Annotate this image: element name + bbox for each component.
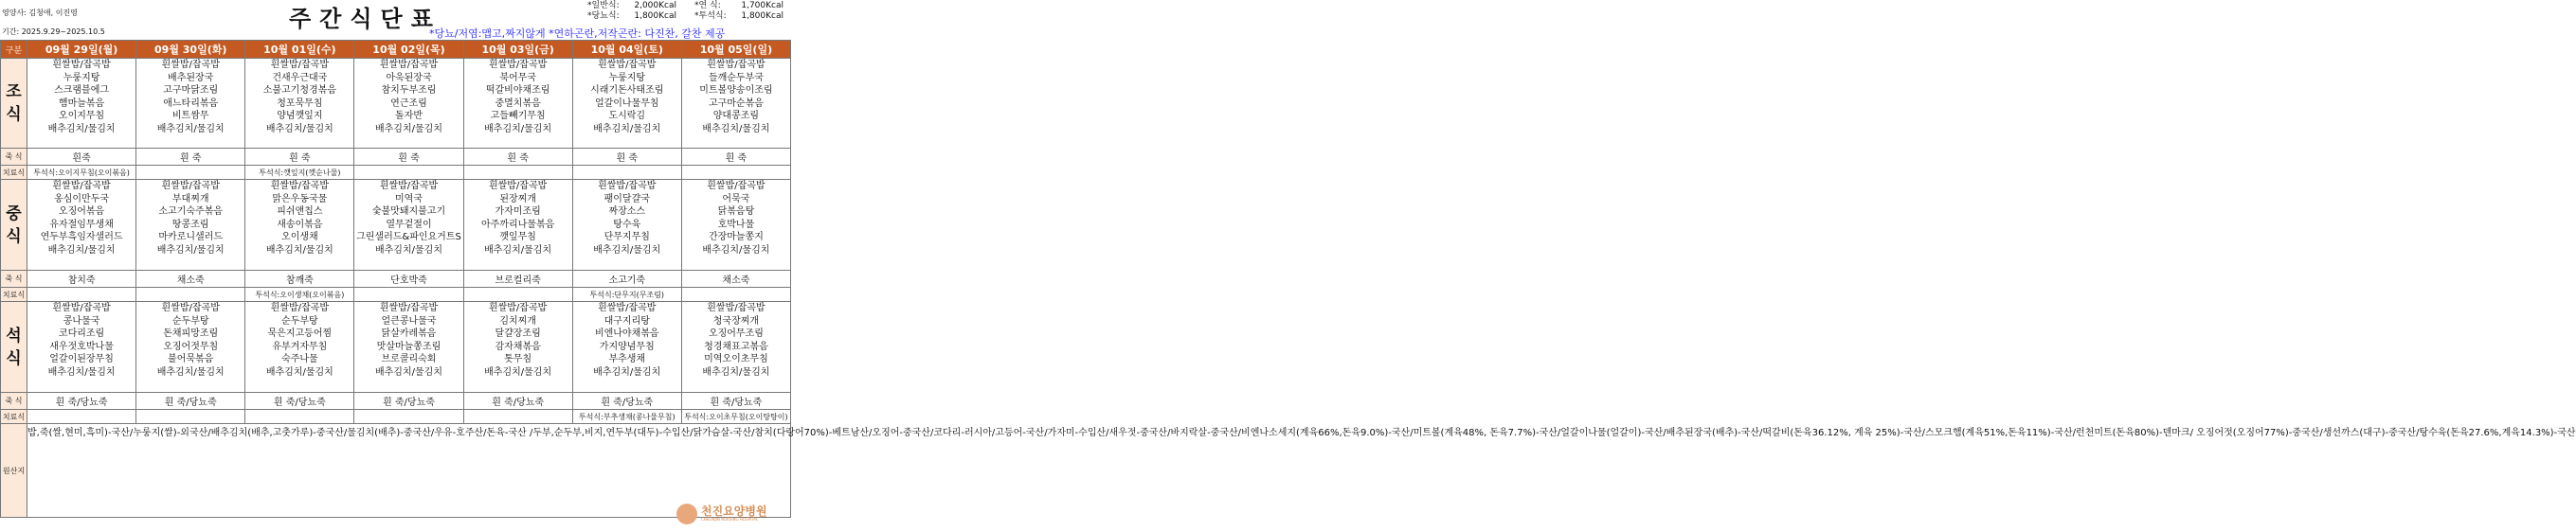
therapy-cell	[136, 288, 245, 302]
porridge-cell: 흰 죽	[572, 149, 681, 166]
menu-item: 햄마늘볶음	[58, 98, 105, 109]
porridge-cell: 흰 죽/당뇨죽	[27, 393, 136, 410]
therapy-label: 치료식	[1, 410, 27, 424]
kcal-value: 1,800Kcal	[741, 11, 784, 21]
therapy-cell	[245, 410, 354, 424]
menu-item: 흰쌀밥/잡곡밥	[707, 181, 766, 191]
porridge-cell: 흰 죽	[463, 149, 572, 166]
porridge-cell: 흰 죽/당뇨죽	[572, 393, 681, 410]
menu-item: 브로콜리숙회	[381, 354, 437, 364]
menu-item: 배추김치/물김치	[593, 244, 661, 256]
porridge-cell: 흰 죽	[245, 149, 354, 166]
menu-item: 고구마순볶음	[708, 98, 764, 109]
menu-item: 배추김치/물김치	[374, 366, 442, 378]
menu-item: 들깨순두부국	[708, 72, 764, 83]
menu-item: 배추된장국	[168, 72, 214, 83]
menu-item: 순두부탕	[281, 315, 318, 327]
menu-item: 숙주나물	[281, 354, 318, 364]
menu-item: 마카로니샐러드	[158, 232, 224, 242]
menu-item: 비엔나야채볶음	[594, 328, 659, 339]
menu-item: 배추김치/물김치	[484, 123, 552, 134]
menu-item: 땅콩조림	[171, 219, 209, 230]
day-header: 10월 03일(금)	[463, 41, 572, 59]
therapy-cell	[681, 166, 790, 180]
porridge-cell: 채소죽	[681, 271, 790, 288]
menu-item: 참치두부조림	[381, 85, 437, 96]
menu-item: 불어묵볶음	[168, 354, 214, 364]
menu-item: 간장마늘쫑지	[708, 232, 764, 242]
therapy-cell	[136, 410, 245, 424]
menu-item: 배추김치/물김치	[702, 244, 770, 256]
menu-item: 된장찌개	[499, 193, 536, 204]
menu-item: 청국장찌개	[712, 315, 760, 327]
menu-cell	[27, 59, 136, 149]
menu-item: 돈채피망조림	[163, 328, 219, 339]
menu-item: 열무겉절이	[386, 219, 432, 230]
menu-item: 시래기돈사태조림	[590, 85, 664, 96]
menu-item: 대구지리탕	[603, 315, 650, 327]
therapy-cell: 투석식:오이생채(오이볶음)	[245, 288, 354, 302]
period: 기간: 2025.9.29~2025.10.5	[2, 27, 105, 36]
kcal-left	[587, 1, 676, 22]
porridge-cell: 참치죽	[27, 271, 136, 288]
menu-item: 흰쌀밥/잡곡밥	[161, 60, 220, 70]
menu-item: 누룽지탕	[608, 72, 646, 83]
menu-item: 스크램블에그	[54, 85, 110, 96]
menu-item: 달걀장조림	[495, 328, 541, 339]
menu-item: 배추김치/물김치	[156, 123, 225, 134]
menu-item: 미역오이초무침	[704, 354, 768, 364]
menu-item: 흰쌀밥/잡곡밥	[488, 60, 548, 70]
menu-item: 순두부탕	[171, 315, 209, 327]
menu-cell	[136, 180, 245, 271]
menu-item: 연두부흑임자샐러드	[40, 232, 123, 242]
logo-name: 천진요양병원	[701, 505, 767, 518]
menu-item: 김치찌개	[499, 315, 536, 327]
therapy-cell: 투석식:깻잎지(깻순나물)	[245, 166, 354, 180]
menu-item: 배추김치/물김치	[47, 123, 116, 134]
menu-item: 코다리조림	[58, 328, 105, 339]
menu-item: 오징어볶음	[58, 206, 105, 217]
menu-item: 배추김치/물김치	[374, 123, 442, 134]
therapy-cell	[354, 166, 463, 180]
kcal-value: 2,000Kcal	[634, 1, 676, 10]
menu-cell	[245, 59, 354, 149]
menu-cell	[463, 59, 572, 149]
therapy-label: 치료식	[1, 288, 27, 302]
menu-item: 흰쌀밥/잡곡밥	[379, 303, 439, 313]
menu-cell	[136, 302, 245, 393]
diet-notes: *당뇨/저염:맵고,짜지않게 *연하곤란,저작곤란: 다진찬, 갈찬 제공	[429, 27, 726, 40]
day-header: 09월 29일(월)	[27, 41, 136, 59]
therapy-cell	[354, 410, 463, 424]
menu-item: 흰쌀밥/잡곡밥	[52, 303, 111, 313]
menu-item: 그린샐러드&파인요거트S	[356, 232, 461, 242]
page-title: 주간식단표	[289, 6, 441, 32]
menu-item: 감자채볶음	[495, 341, 541, 352]
menu-item: 배추김치/물김치	[593, 366, 661, 378]
menu-item: 건새우근대국	[272, 72, 328, 83]
kcal-label: *당뇨식:	[587, 11, 620, 21]
menu-item: 깻잎무침	[499, 232, 536, 242]
meal-label: 조식	[1, 59, 27, 149]
menu-item: 단무지무침	[603, 232, 650, 242]
menu-item: 중멸치볶음	[495, 98, 541, 109]
menu-item: 배추김치/물김치	[702, 366, 770, 378]
logo-icon	[676, 504, 697, 524]
menu-item: 소고기숙주볶음	[158, 206, 224, 217]
day-header: 10월 04일(토)	[572, 41, 681, 59]
menu-item: 고구마닭조림	[163, 85, 219, 96]
menu-cell	[681, 180, 790, 271]
menu-item: 아주까리나물볶음	[480, 219, 555, 230]
therapy-cell	[463, 166, 572, 180]
menu-item: 흰쌀밥/잡곡밥	[52, 60, 111, 70]
porridge-cell: 흰 죽/당뇨죽	[136, 393, 245, 410]
menu-item: 아욱된장국	[386, 72, 432, 83]
menu-item: 얼갈이된장무침	[49, 354, 114, 364]
menu-item: 어묵국	[722, 193, 750, 204]
therapy-cell	[463, 288, 572, 302]
day-header: 10월 01일(수)	[245, 41, 354, 59]
menu-item: 닭볶음탕	[717, 206, 755, 217]
menu-item: 닭살카레볶음	[381, 328, 437, 339]
corner-label: 구분	[1, 41, 27, 59]
therapy-cell	[136, 166, 245, 180]
menu-item: 배추김치/물김치	[47, 244, 116, 256]
menu-cell	[354, 302, 463, 393]
porridge-cell: 참깨죽	[245, 271, 354, 288]
menu-item: 배추김치/물김치	[593, 123, 661, 134]
therapy-cell: 투석식:단무지(무조림)	[572, 288, 681, 302]
menu-item: 흰쌀밥/잡곡밥	[270, 303, 330, 313]
menu-item: 묵은지고등어찜	[267, 328, 333, 339]
porridge-label: 죽 식	[1, 271, 27, 288]
menu-item: 팽이달걀국	[603, 193, 650, 204]
menu-item: 가지양념무침	[599, 341, 655, 352]
menu-item: 피쉬앤칩스	[277, 206, 323, 217]
menu-item: 누룽지탕	[63, 72, 100, 83]
porridge-label: 죽 식	[1, 393, 27, 410]
staff-names: 영양사: 김청애, 이진영	[2, 9, 78, 17]
menu-item: 흰쌀밥/잡곡밥	[488, 303, 548, 313]
porridge-label: 죽 식	[1, 149, 27, 166]
porridge-cell: 흰 죽	[136, 149, 245, 166]
day-header: 10월 02일(목)	[354, 41, 463, 59]
therapy-cell: 투석식:오이지무침(오이볶음)	[27, 166, 136, 180]
menu-item: 콩나물국	[63, 315, 100, 327]
menu-item: 배추김치/물김치	[374, 244, 442, 256]
therapy-cell	[27, 410, 136, 424]
menu-item: 흰쌀밥/잡곡밥	[379, 60, 439, 70]
menu-item: 얼큰콩나물국	[381, 315, 437, 327]
menu-cell	[572, 59, 681, 149]
menu-item: 흰쌀밥/잡곡밥	[161, 303, 220, 313]
menu-item: 오징어무조림	[708, 328, 764, 339]
menu-item: 배추김치/물김치	[265, 244, 333, 256]
meal-label: 석식	[1, 302, 27, 393]
menu-cell	[354, 180, 463, 271]
menu-item: 흰쌀밥/잡곡밥	[488, 181, 548, 191]
menu-item: 숯불맛돼지불고기	[371, 206, 446, 217]
menu-item: 톳무침	[504, 354, 532, 364]
menu-cell	[136, 59, 245, 149]
menu-cell	[681, 59, 790, 149]
menu-item: 얼갈이나물무침	[594, 98, 659, 109]
therapy-cell	[27, 288, 136, 302]
menu-item: 소불고기청경볶음	[262, 85, 336, 96]
therapy-cell	[463, 410, 572, 424]
origin-text: 밥,죽(쌀,현미,흑미)-국산/누룽지(쌀)-외국산/배추김치(배추,고춧가루)-중국산/물김치(배추)-중국산/우유-호주산/돈육-국산 /두부,순두부,비지,연두부(대두)-수입산/닭가슴살-국산/참치(다랑어70%)-베트남산/오징어-중국산/코다리-러시아/고등어-국산/가자미-수입산/새우젓-중국산/바지락살-중국산/비엔나소세지(계육66%,돈육9.0%)-국산/미트볼(계육48%, 돈육7.7%)-국산/얼갈이나물(얼갈이)-국산/배추된장국(배추)-국산/떡갈비(돈육36.12%, 계육 25%)-국산/스모크햄(계육51%,돈육11%)-국산/런천미트(돈육80%)-덴마크/ 오징어젓(오징어77%)-중국산/생선까스(대구)-중국산/탕수육(돈육27.6%,계육14.3%)-국산	[27, 424, 791, 518]
menu-item: 흰쌀밥/잡곡밥	[52, 181, 111, 191]
day-header: 10월 05일(일)	[681, 41, 790, 59]
menu-item: 배추김치/물김치	[156, 244, 225, 256]
menu-item: 고들빼기무침	[490, 111, 546, 121]
kcal-right	[694, 1, 784, 22]
menu-item: 흰쌀밥/잡곡밥	[270, 60, 330, 70]
menu-item: 짜장소스	[608, 206, 646, 217]
menu-item: 애느타리볶음	[163, 98, 219, 109]
kcal-label: *연 식:	[694, 1, 721, 10]
menu-item: 양념깻잎지	[277, 111, 323, 121]
menu-item: 탕수육	[613, 219, 641, 230]
menu-item: 가자미조림	[495, 206, 541, 217]
porridge-cell: 채소죽	[136, 271, 245, 288]
porridge-cell: 흰 죽	[354, 149, 463, 166]
menu-cell	[245, 302, 354, 393]
menu-item: 배추김치/물김치	[47, 366, 116, 378]
menu-item: 오징어젓무침	[163, 341, 219, 352]
menu-cell	[354, 59, 463, 149]
menu-item: 비트쌈무	[171, 111, 209, 121]
porridge-cell: 단호박죽	[354, 271, 463, 288]
menu-cell	[572, 302, 681, 393]
menu-cell	[463, 180, 572, 271]
menu-item: 양대콩조림	[712, 111, 760, 121]
menu-item: 흰쌀밥/잡곡밥	[161, 181, 220, 191]
porridge-cell: 흰죽	[27, 149, 136, 166]
origin-label: 원산지	[1, 424, 27, 518]
porridge-cell: 흰 죽/당뇨죽	[681, 393, 790, 410]
therapy-cell: 투석식:부추생채(콩나물무침)	[572, 410, 681, 424]
menu-item: 배추김치/물김치	[156, 366, 225, 378]
menu-item: 배추김치/물김치	[484, 244, 552, 256]
menu-item: 오이생채	[281, 232, 318, 242]
menu-item: 떡갈비야채조림	[485, 85, 550, 96]
porridge-cell: 브로컬리죽	[463, 271, 572, 288]
menu-item: 돌자반	[395, 111, 423, 121]
menu-item: 연근조림	[390, 98, 427, 109]
menu-item: 오이지무침	[58, 111, 105, 121]
menu-item: 옹심이만두국	[54, 193, 110, 204]
menu-item: 흰쌀밥/잡곡밥	[707, 303, 766, 313]
day-header: 09월 30일(화)	[136, 41, 245, 59]
porridge-cell: 흰 죽	[681, 149, 790, 166]
menu-item: 흰쌀밥/잡곡밥	[598, 60, 657, 70]
header	[0, 0, 791, 40]
menu-item: 배추김치/물김치	[265, 366, 333, 378]
menu-item: 부대찌개	[171, 193, 209, 204]
menu-item: 흰쌀밥/잡곡밥	[707, 60, 766, 70]
kcal-label: *투석식:	[694, 11, 727, 21]
menu-item: 부추생채	[608, 354, 646, 364]
therapy-label: 치료식	[1, 166, 27, 180]
porridge-cell: 흰 죽/당뇨죽	[354, 393, 463, 410]
menu-item: 배추김치/물김치	[265, 123, 333, 134]
menu-item: 흰쌀밥/잡곡밥	[598, 181, 657, 191]
menu-item: 호박나물	[717, 219, 755, 230]
logo-en: CHEONJIN NURSING HOSPITAL	[701, 517, 759, 522]
menu-item: 새송이볶음	[277, 219, 323, 230]
menu-item: 흰쌀밥/잡곡밥	[270, 181, 330, 191]
therapy-cell: 투석식:오이초무침(오이탕탕이)	[681, 410, 790, 424]
menu-item: 미트볼양송이조림	[699, 85, 773, 96]
menu-item: 배추김치/물김치	[484, 366, 552, 378]
kcal-value: 1,700Kcal	[741, 1, 784, 10]
menu-item: 청포묵무침	[277, 98, 323, 109]
menu-cell	[245, 180, 354, 271]
menu-item: 흰쌀밥/잡곡밥	[379, 181, 439, 191]
porridge-cell: 흰 죽/당뇨죽	[463, 393, 572, 410]
porridge-cell: 흰 죽/당뇨죽	[245, 393, 354, 410]
therapy-cell	[354, 288, 463, 302]
kcal-label: *일반식:	[587, 1, 620, 10]
menu-cell	[27, 302, 136, 393]
meal-label: 중식	[1, 180, 27, 271]
menu-cell	[572, 180, 681, 271]
menu-item: 새우젓호박나물	[49, 341, 114, 352]
menu-item: 맑은우동국물	[272, 193, 328, 204]
menu-item: 유자절임무생채	[49, 219, 114, 230]
menu-table	[0, 40, 2576, 518]
therapy-cell	[572, 166, 681, 180]
menu-item: 흰쌀밥/잡곡밥	[598, 303, 657, 313]
menu-cell	[681, 302, 790, 393]
therapy-cell	[681, 288, 790, 302]
menu-item: 도시락김	[608, 111, 646, 121]
kcal-value: 1,800Kcal	[634, 11, 676, 21]
porridge-cell: 소고기죽	[572, 271, 681, 288]
hospital-logo	[676, 504, 767, 524]
menu-cell	[27, 180, 136, 271]
menu-item: 맛살마늘쫑조림	[376, 341, 441, 352]
menu-item: 북어무국	[499, 72, 536, 83]
menu-cell	[463, 302, 572, 393]
menu-item: 미역국	[395, 193, 423, 204]
menu-item: 배추김치/물김치	[702, 123, 770, 134]
menu-item: 청경채표고볶음	[704, 341, 768, 352]
menu-item: 유부겨자무침	[272, 341, 328, 352]
